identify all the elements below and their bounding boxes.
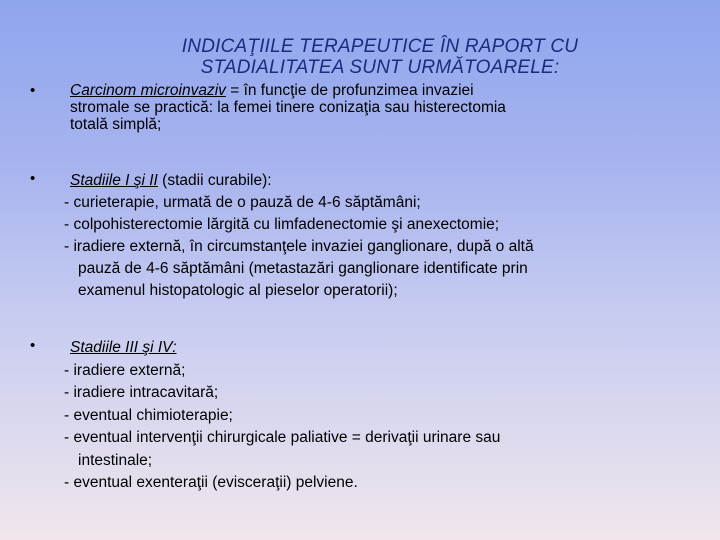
- bullet-text: = în funcţie de profunzimea invaziei: [225, 82, 474, 99]
- treatment-item: - iradiere externă;: [64, 361, 186, 379]
- treatment-item: - curieterapie, urmată de o pauză de 4-6 săptămâni;: [64, 194, 421, 211]
- treatment-item: - eventual chimioterapie;: [64, 406, 233, 424]
- bullet-microinvasive: [30, 82, 690, 133]
- treatment-continuation: examenul histopatologic al pieselor operatorii);: [78, 282, 398, 299]
- bullet-content: [70, 82, 690, 133]
- slide-title: [60, 36, 700, 78]
- treatment-continuation: pauză de 4-6 săptămâni (metastazări ganglionare identificate prin: [78, 260, 528, 277]
- bullet-stages-3-4: [30, 337, 690, 495]
- title-line-2: STADIALITATEA SUNT URMĂTOARELE:: [200, 57, 560, 78]
- treatment-item: - eventual intervenţii chirurgicale paliative = derivaţii urinare sau: [64, 429, 501, 446]
- bullet-line: totală simplă;: [70, 116, 162, 133]
- bullet-stages-1-2: [30, 170, 690, 302]
- bullet-content: [64, 337, 690, 495]
- treatment-item: - eventual exenteraţii (evisceraţii) pelviene.: [64, 474, 358, 491]
- treatment-item: - colpohisterectomie lărgită cu limfadenectomie şi anexectomie;: [64, 216, 500, 233]
- bullet-content: [64, 170, 690, 302]
- bullet-term: Stadiile I şi II: [70, 172, 158, 189]
- bullet-term: Stadiile III şi IV:: [70, 339, 177, 356]
- bullet-text: (stadii curabile):: [157, 172, 272, 189]
- bullet-term: Carcinom microinvaziv: [70, 82, 226, 99]
- bullet-symbol: •: [30, 82, 36, 99]
- treatment-item: - iradiere intracavitară;: [64, 384, 219, 401]
- bullet-symbol: •: [30, 337, 36, 354]
- treatment-item: - iradiere externă, în circumstanţele invaziei ganglionare, după o altă: [64, 238, 534, 255]
- treatment-continuation: intestinale;: [78, 451, 153, 469]
- bullet-symbol: •: [30, 170, 36, 187]
- bullet-line: stromale se practică: la femei tinere conizaţia sau histerectomia: [70, 99, 506, 116]
- title-line-1: INDICAŢIILE TERAPEUTICE ÎN RAPORT CU: [181, 36, 579, 57]
